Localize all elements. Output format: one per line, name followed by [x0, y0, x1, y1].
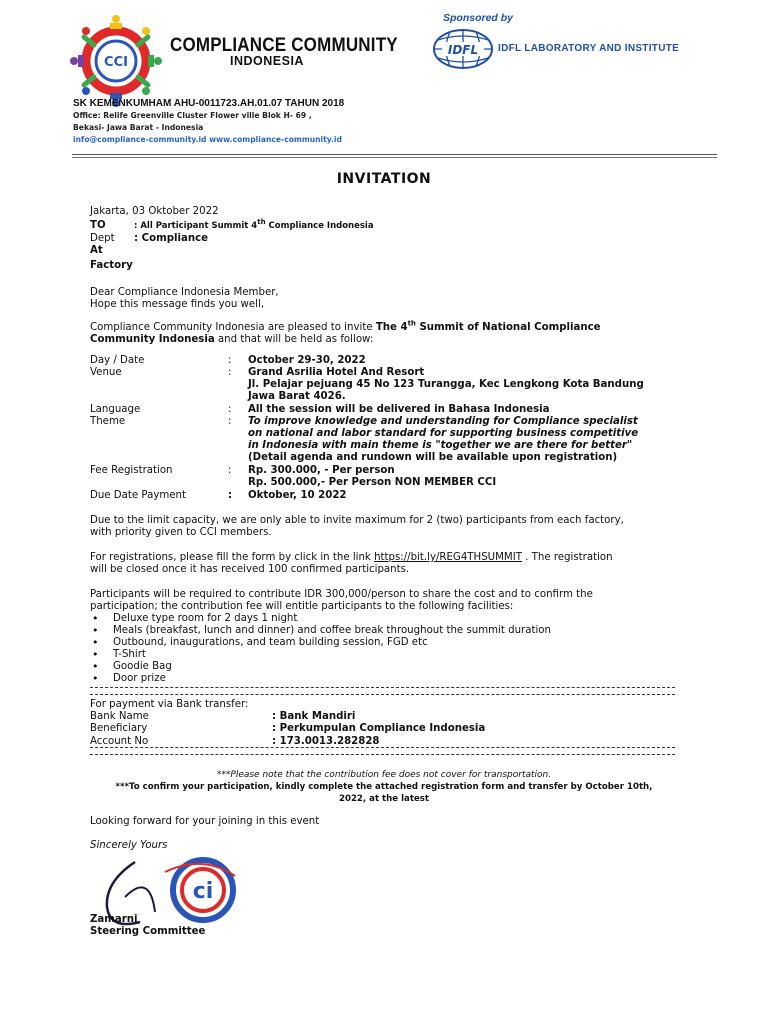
- bank-value: : Bank Mandiri: [272, 711, 356, 722]
- svg-text:ci: ci: [192, 879, 214, 904]
- intro-line-2: Community Indonesia and that will be held as follow:: [90, 334, 374, 345]
- closing-line: Looking forward for your joining in this event: [90, 816, 320, 827]
- theme-colon: :: [228, 416, 232, 427]
- capacity-line-1: Due to the limit capacity, we are only able to invite maximum for 2 (two) participants from each factory,: [90, 515, 624, 526]
- cci-logo: [70, 15, 162, 107]
- theme-note: (Detail agenda and rundown will be available upon registration): [248, 452, 618, 463]
- header-divider: [72, 154, 717, 155]
- confirm-note-2: 2022, at the latest: [338, 794, 430, 804]
- sponsored-by-label: Sponsored by: [443, 12, 514, 24]
- dept-label: Dept: [90, 233, 115, 244]
- account-label: Account No: [90, 736, 149, 747]
- language-colon: :: [228, 404, 232, 415]
- due-label: Due Date Payment: [90, 490, 186, 501]
- fee-label: Fee Registration: [90, 465, 173, 476]
- due-colon: :: [228, 490, 233, 501]
- bank-label: Bank Name: [90, 711, 149, 722]
- office-address: Office: Relife Greenville Cluster Flower ville Blok H- 69 ,: [73, 111, 312, 120]
- due-value: Oktober, 10 2022: [248, 490, 347, 501]
- signer-role: Steering Committee: [90, 926, 206, 937]
- payment-intro: For payment via Bank transfer:: [90, 699, 249, 710]
- list-item: • Deluxe type room for 2 days 1 night: [90, 613, 551, 625]
- at-label: At: [90, 245, 103, 256]
- separator-bottom: [90, 747, 675, 755]
- contribution-line-1: Participants will be required to contribute IDR 300,000/person to share the cost and to confirm the: [90, 589, 593, 600]
- transport-note: ***Please note that the contribution fee does not cover for transportation.: [216, 770, 552, 780]
- day-label: Day / Date: [90, 355, 145, 366]
- greeting: Dear Compliance Indonesia Member,: [90, 287, 279, 298]
- venue-name: Grand Asrilia Hotel And Resort: [248, 367, 425, 378]
- venue-colon: :: [228, 367, 232, 378]
- registration-line-2: will be closed once it has received 100 confirmed participants.: [90, 564, 410, 575]
- registration-line-1: For registrations, please fill the form by click in the link https://bit.ly/REG4THSUMMIT . The registration: [90, 552, 613, 563]
- signer-name: Zamarni: [90, 914, 138, 925]
- venue-label: Venue: [90, 367, 122, 378]
- separator-top: [90, 687, 675, 695]
- contact-links[interactable]: info@compliance-community.id www.compliance-community.id: [73, 135, 342, 144]
- list-item: • Door prize: [90, 673, 551, 685]
- registration-link[interactable]: https://bit.ly/REG4THSUMMIT: [374, 552, 522, 563]
- header-divider-thin: [72, 157, 717, 158]
- capacity-line-2: with priority given to CCI members.: [90, 527, 272, 538]
- list-item: • Outbound, inaugurations, and team building session, FGD etc: [90, 637, 551, 649]
- greeting-2: Hope this message finds you well,: [90, 299, 265, 310]
- facilities-list: [90, 613, 551, 686]
- day-colon: :: [228, 355, 232, 366]
- office-city: Bekasi- Jawa Barat - Indonesia: [73, 123, 204, 132]
- fee-non-member: Rp. 500.000,- Per Person NON MEMBER CCI: [248, 477, 497, 488]
- account-value: : 173.0013.282828: [272, 736, 380, 747]
- language-label: Language: [90, 404, 141, 415]
- language-value: All the session will be delivered in Bahasa Indonesia: [248, 404, 550, 415]
- venue-region: Jawa Barat 4026.: [248, 391, 346, 402]
- fee-colon: :: [228, 465, 232, 476]
- svg-text:CCI: CCI: [104, 55, 128, 70]
- to-value: : All Participant Summit 4th Compliance Indonesia: [134, 218, 374, 231]
- idfl-logo-text: IDFL: [447, 43, 479, 57]
- venue-street: Jl. Pelajar pejuang 45 No 123 Turangga, Kec Lengkong Kota Bandung: [248, 379, 644, 390]
- theme-line-3: in Indonesia with main theme is "together we are there for better": [248, 440, 633, 451]
- confirm-note-1: ***To confirm your participation, kindly complete the attached registration form and transfer by October 10th,: [115, 782, 653, 792]
- day-value: October 29-30, 2022: [248, 355, 366, 366]
- theme-label: Theme: [90, 416, 126, 427]
- intro-line-1: Compliance Community Indonesia are pleased to invite The 4th Summit of National Compliance: [90, 319, 601, 333]
- beneficiary-value: : Perkumpulan Compliance Indonesia: [272, 723, 486, 734]
- fee-member: Rp. 300.000, - Per person: [248, 465, 395, 476]
- dept-value: : Compliance: [134, 233, 209, 244]
- org-country: INDONESIA: [230, 54, 304, 68]
- beneficiary-label: Beneficiary: [90, 723, 148, 734]
- letter-date: Jakarta, 03 Oktober 2022: [90, 206, 219, 217]
- theme-line-2: on national and labor standard for supporting business competitive: [248, 428, 639, 439]
- idfl-logo: [432, 28, 494, 70]
- contribution-line-2: participation; the contribution fee will entitle participants to the following facilities:: [90, 601, 514, 612]
- sk-number: SK KEMENKUMHAM AHU-0011723.AH.01.07 TAHUN 2018: [73, 98, 345, 109]
- list-item: • Meals (breakfast, lunch and dinner) and coffee break throughout the summit duration: [90, 625, 551, 637]
- document-title: INVITATION: [336, 171, 432, 187]
- theme-line-1: To improve knowledge and understanding for Compliance specialist: [248, 416, 638, 427]
- org-name: COMPLIANCE COMMUNITY: [170, 34, 398, 56]
- list-item: • T-Shirt: [90, 649, 551, 661]
- list-item: • Goodie Bag: [90, 661, 551, 673]
- factory-label: Factory: [90, 260, 133, 271]
- sincerely: Sincerely Yours: [90, 840, 168, 851]
- to-label: TO: [90, 220, 106, 231]
- sponsor-name: IDFL LABORATORY AND INSTITUTE: [498, 43, 680, 54]
